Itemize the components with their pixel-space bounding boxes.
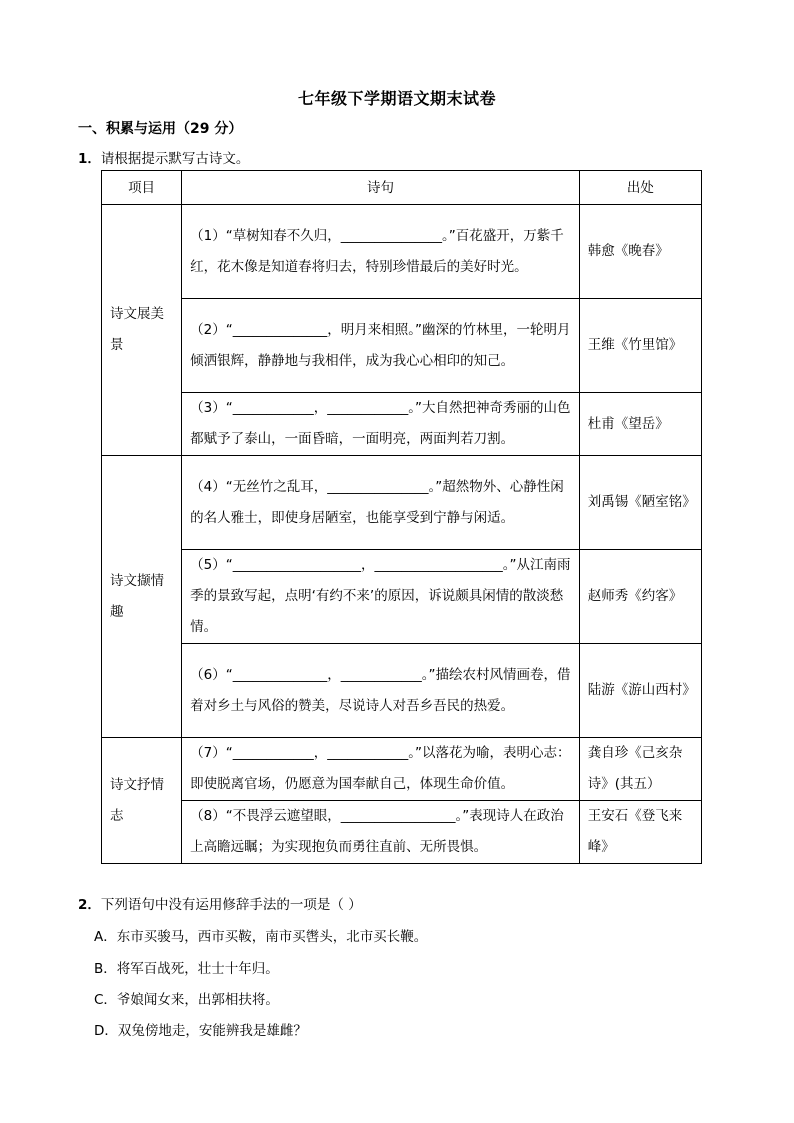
table-row	[102, 205, 702, 299]
option-c: C．爷娘闻女来，出郭相扶将。	[94, 992, 279, 1008]
table-header-category: 项目	[102, 171, 182, 205]
question-2	[78, 893, 362, 913]
source-cell: 龚自珍《己亥杂诗》(其五）	[579, 738, 701, 801]
table-header-row	[102, 171, 702, 205]
table-row	[102, 644, 702, 738]
poem-line-cell: （1）“草树知春不久归，_______________。”百花盛开，万紫千红，花木像是知道春将归去，特别珍惜最后的美好时光。	[182, 205, 580, 299]
category-cell: 诗文展美景	[102, 205, 182, 456]
source-cell: 陆游《游山西村》	[579, 644, 701, 738]
option-a: A．东市买骏马，西市买鞍，南市买辔头，北市买长鞭。	[94, 929, 428, 945]
poem-line-cell: （6）“______________，____________。”描绘农村风情画卷，借着对乡土与风俗的赞美，尽说诗人对吾乡吾民的热爱。	[182, 644, 580, 738]
poem-table	[101, 170, 702, 864]
question-1-text: 请根据提示默写古诗文。	[100, 151, 250, 167]
category-cell: 诗文抒情志	[102, 738, 182, 864]
poem-line-cell: （8）“不畏浮云遮望眼，_________________。”表现诗人在政治上高瞻远瞩；为实现抱负而勇往直前、无所畏惧。	[182, 801, 580, 864]
poem-line-cell: （7）“____________，____________。”以落花为喻，表明心志：即使脱离官场，仍愿意为国奉献自己，体现生命价值。	[182, 738, 580, 801]
source-cell: 韩愈《晚春》	[579, 205, 701, 299]
source-cell: 王维《竹里馆》	[579, 299, 701, 393]
source-cell: 杜甫《望岳》	[579, 393, 701, 456]
table-row	[102, 550, 702, 644]
poem-line-cell: （5）“___________________，___________________。”从江南雨季的景致写起，点明‘有约不来’的原因，诉说颇具闲情的散淡愁情。	[182, 550, 580, 644]
table-row	[102, 738, 702, 801]
source-cell: 刘禹锡《陋室铭》	[579, 456, 701, 550]
source-cell: 赵师秀《约客》	[579, 550, 701, 644]
poem-line-cell: （3）“____________，____________。”大自然把神奇秀丽的山色都赋予了泰山，一面昏暗，一面明亮，两面判若刀割。	[182, 393, 580, 456]
option-d: D．双兔傍地走，安能辨我是雄雌？	[94, 1023, 307, 1039]
question-1-number: 1．	[78, 151, 101, 167]
table-row	[102, 393, 702, 456]
page-title: 七年级下学期语文期末试卷	[297, 89, 496, 108]
poem-line-cell: （2）“______________，明月来相照。”幽深的竹林里，一轮明月倾洒银辉，静静地与我相伴，成为我心心相印的知己。	[182, 299, 580, 393]
poem-line-cell: （4）“无丝竹之乱耳，_______________。”超然物外、心静性闲的名人雅士，即使身居陋室，也能享受到宁静与闲适。	[182, 456, 580, 550]
question-2-text: 下列语句中没有运用修辞手法的一项是（ ）	[100, 897, 362, 913]
source-cell: 王安石《登飞来峰》	[579, 801, 701, 864]
section-heading: 一、积累与运用（29 分）	[78, 121, 243, 137]
table-header-source: 出处	[579, 171, 701, 205]
question-2-number: 2．	[78, 897, 101, 913]
option-b: B．将军百战死，壮士十年归。	[94, 961, 279, 977]
question-1	[78, 147, 249, 167]
table-row	[102, 299, 702, 393]
table-row	[102, 801, 702, 864]
category-cell: 诗文撷情趣	[102, 456, 182, 738]
table-row	[102, 456, 702, 550]
table-header-line: 诗句	[182, 171, 580, 205]
